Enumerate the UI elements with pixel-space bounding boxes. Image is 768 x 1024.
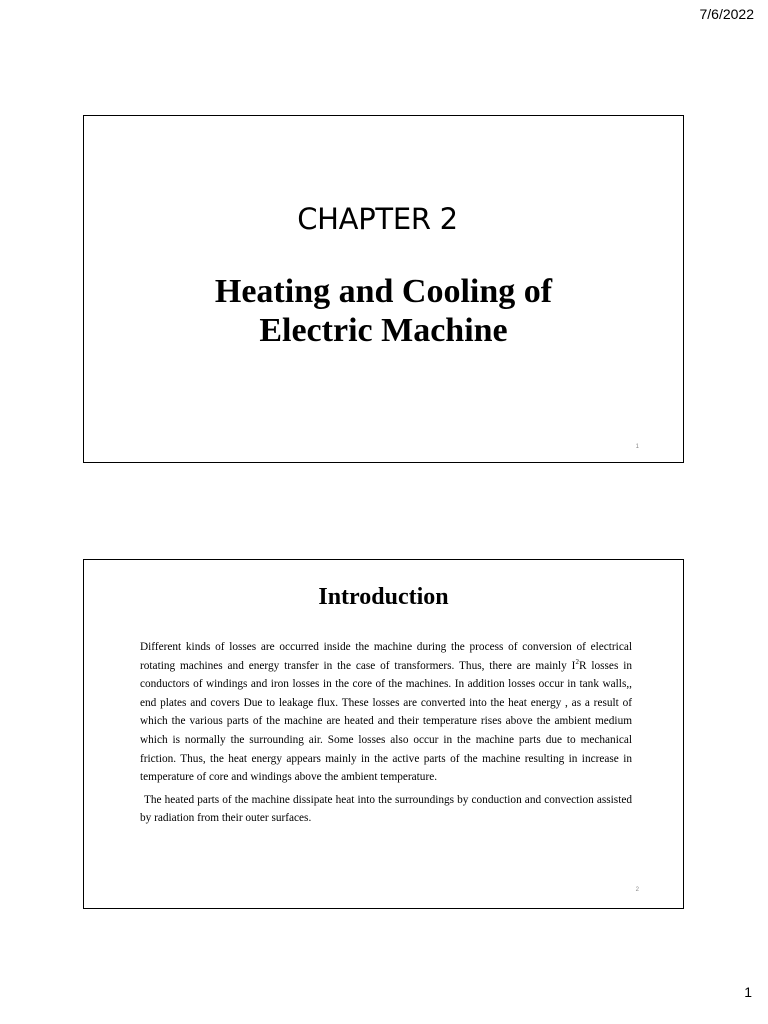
slide-title-line-1: Heating and Cooling of [214, 273, 553, 310]
slide-number: 2 [635, 887, 639, 893]
slide-number: 1 [635, 444, 639, 450]
introduction-body [140, 638, 632, 828]
page-date: 7/6/2022 [699, 6, 754, 22]
paragraph-1-text-b: R losses in conductors of windings and iron losses in the core of the machines. In addition losses occur in tank walls,, end plates and covers Due to leakage flux. These losses are converted into the heat energy , as a result of which the various parts of the machine are heated and their temperature rises above the ambient medium which is normally the surrounding air. Some losses also occur in the machine parts due to mechanical friction. Thus, the heat energy appears mainly in the active parts of the machine resulting in increase in temperature of core and windings above the ambient temperature. [140, 659, 632, 784]
slide-2 [83, 559, 684, 909]
slide-1 [83, 115, 684, 463]
chapter-label: CHAPTER 2 [297, 202, 458, 236]
slide-title-line-2: Electric Machine [259, 312, 508, 349]
paragraph-1-text-a: Different kinds of losses are occurred inside the machine during the process of conversion of electrical rotating machines and energy transfer in the case of transformers. Thus, there are mainly I [140, 641, 632, 672]
page-number: 1 [744, 984, 752, 1000]
superscript-2: 2 [575, 657, 579, 666]
slide-title [84, 272, 683, 350]
introduction-heading: Introduction [318, 584, 449, 610]
introduction-paragraph-2: The heated parts of the machine dissipate heat into the surroundings by conduction and convection assisted by radiation from their outer surfaces. [140, 793, 632, 825]
introduction-paragraph-1 [140, 638, 632, 787]
